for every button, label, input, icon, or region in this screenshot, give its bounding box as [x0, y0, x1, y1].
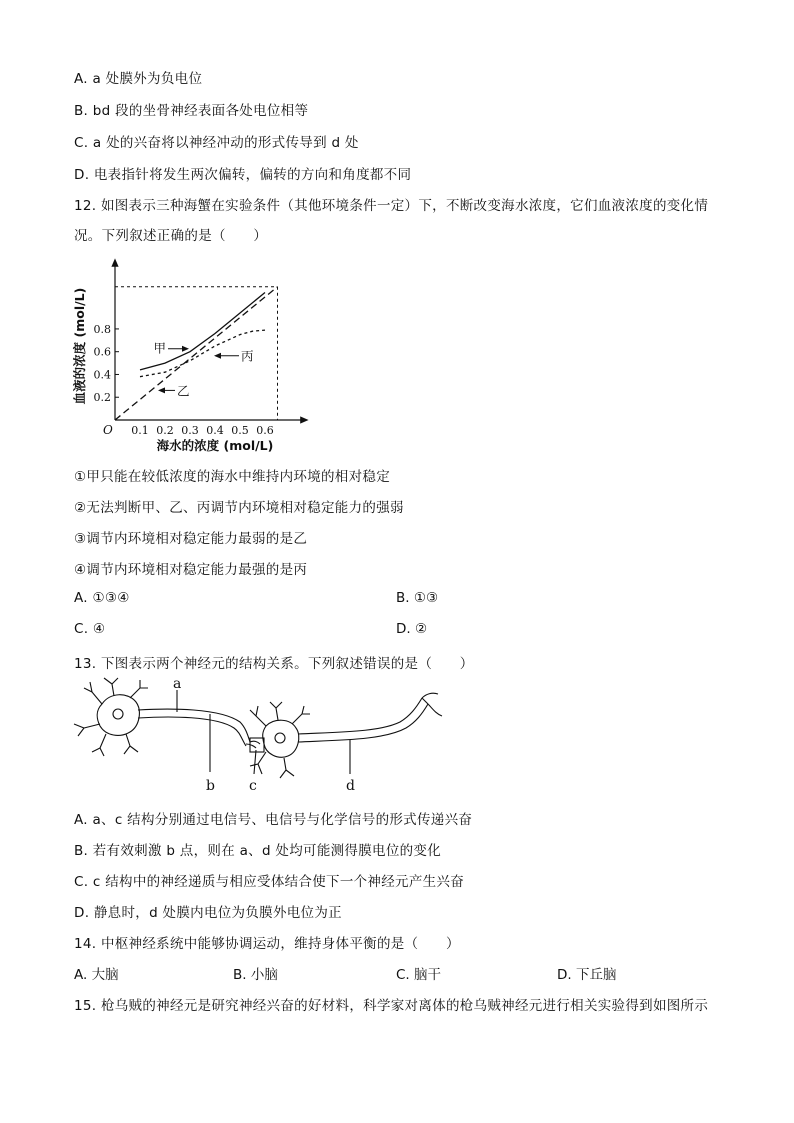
x-axis-title: 海水的浓度 (mol/L): [156, 438, 274, 453]
q12-statement-4: ④调节内环境相对稳定能力最强的是丙: [74, 562, 308, 578]
x-tick-label: 0.1: [131, 424, 149, 437]
q13-option-b: B. 若有效刺激 b 点，则在 a、d 处均可能测得膜电位的变化: [74, 843, 442, 859]
q12-statement-1: ①甲只能在较低浓度的海水中维持内环境的相对稳定: [74, 469, 391, 485]
label-a: a: [173, 676, 182, 692]
q14-option-c: C. 脑干: [396, 967, 442, 983]
y-tick-label: 0.8: [93, 322, 111, 336]
x-tick-label: 0.6: [256, 424, 274, 437]
y-axis-title: 血液的浓度 (mol/L): [72, 287, 87, 405]
neuron2-axon-terminal: [422, 693, 442, 716]
q14-option-d: D. 下丘脑: [557, 967, 617, 983]
q12-statement-2: ②无法判断甲、乙、丙调节内环境相对稳定能力的强弱: [74, 500, 404, 516]
q13-stem: 13. 下图表示两个神经元的结构关系。下列叙述错误的是（ ）: [74, 656, 474, 672]
y-tick-label: 0.4: [93, 368, 111, 382]
q11-option-c: C. a 处的兴奋将以神经冲动的形式传导到 d 处: [74, 135, 359, 151]
q13-option-d: D. 静息时，d 处膜内电位为负膜外电位为正: [74, 905, 342, 921]
q12-stem-line2: 况。下列叙述正确的是（ ）: [74, 228, 268, 244]
q13-neuron-diagram: [70, 674, 450, 794]
y-tick-label: 0.6: [93, 345, 111, 359]
q14-stem: 14. 中枢神经系统中能够协调运动，维持身体平衡的是（ ）: [74, 936, 460, 952]
neuron1-soma: [97, 695, 139, 736]
q12-option-d: D. ②: [396, 621, 428, 637]
neuron1-dendrites: [74, 678, 148, 756]
q13-option-a: A. a、c 结构分别通过电信号、电信号与化学信号的形式传递兴奋: [74, 812, 473, 828]
x-tick-label: 0.2: [156, 424, 174, 437]
q12-option-c: C. ④: [74, 621, 106, 637]
label-d: d: [346, 778, 355, 794]
y-tick-label: 0.2: [93, 391, 111, 405]
x-tick-label: 0.5: [231, 424, 249, 437]
origin-label: O: [103, 423, 113, 437]
q14-option-a: A. 大脑: [74, 967, 119, 983]
series-label-yi: 乙: [177, 383, 190, 399]
q12-statement-3: ③调节内环境相对稳定能力最弱的是乙: [74, 531, 308, 547]
neuron2-nucleus: [275, 733, 285, 743]
q11-option-a: A. a 处膜外为负电位: [74, 71, 203, 87]
q12-option-b: B. ①③: [396, 590, 439, 606]
q14-option-b: B. 小脑: [233, 967, 278, 983]
q12-option-a: A. ①③④: [74, 590, 130, 606]
label-b: b: [206, 778, 215, 794]
x-tick-label: 0.4: [206, 424, 224, 437]
series-label-jia: 甲: [153, 340, 166, 356]
neuron2-dendrites: [250, 702, 310, 778]
neuron1-axon-terminal: [246, 741, 260, 748]
q15-stem: 15. 枪乌贼的神经元是研究神经兴奋的好材料，科学家对离体的枪乌贼神经元进行相关实验得到如图所示: [74, 998, 709, 1014]
q12-stem-line1: 12. 如图表示三种海蟹在实验条件（其他环境条件一定）下，不断改变海水浓度，它们血液浓度的变化情: [74, 198, 709, 214]
x-tick-label: 0.3: [181, 424, 199, 437]
label-c: c: [249, 778, 257, 794]
q11-option-d: D. 电表指针将发生两次偏转，偏转的方向和角度都不同: [74, 167, 412, 183]
neuron1-nucleus: [113, 709, 123, 719]
neuron2-soma: [263, 720, 299, 757]
q11-option-b: B. bd 段的坐骨神经表面各处电位相等: [74, 103, 309, 119]
q12-chart: [70, 252, 330, 457]
series-label-bing: 丙: [241, 348, 254, 364]
q13-option-c: C. c 结构中的神经递质与相应受体结合使下一个神经元产生兴奋: [74, 874, 465, 890]
neuron2-axon: [298, 698, 422, 734]
neuron1-axon: [138, 709, 250, 742]
